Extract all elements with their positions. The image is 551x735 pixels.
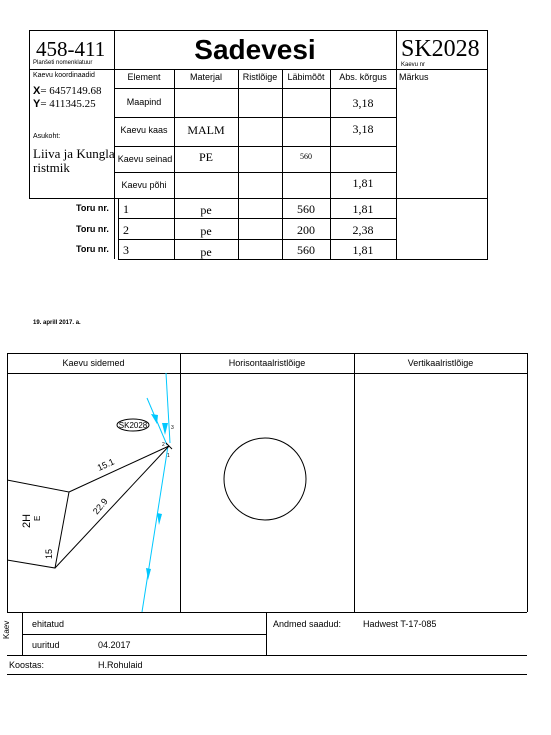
built-label: ehitatud (32, 619, 65, 629)
panel-title-connections: Kaevu sidemed (62, 358, 125, 368)
row-elevation: 1,81 (352, 176, 374, 190)
pipe-number: 1 (123, 202, 129, 216)
well-connections-sketch (7, 373, 180, 612)
author-value: H.Rohulaid (98, 660, 143, 670)
point-label-2: 2 (162, 442, 165, 448)
pipe-lines (142, 373, 170, 612)
building-label: 2H (21, 513, 33, 528)
col-header-cross-section: Ristlõige (242, 72, 278, 82)
dim-label-151: 15.1 (95, 456, 116, 473)
well-cross-section (224, 438, 306, 520)
row-diameter: 560 (300, 152, 312, 161)
pipe-number: 3 (123, 243, 129, 257)
row-element: Maapind (126, 97, 162, 107)
pipe-line-main (166, 373, 170, 443)
pipe-label: Toru nr. (76, 244, 109, 254)
pipe-elevation: 1,81 (352, 202, 374, 216)
data-source-label: Andmed saadud: (273, 619, 342, 629)
point-label-1: 1 (167, 453, 170, 459)
row-element: Kaevu seinad (117, 154, 173, 164)
panel-title-vertical: Vertikaalristlõige (407, 358, 474, 368)
y-label: Y (33, 98, 41, 110)
well-number: SK2028 (401, 36, 480, 62)
col-header-diameter: Läbimõõt (287, 72, 325, 82)
x-label: X (33, 85, 41, 97)
pipe-material: pe (200, 245, 212, 259)
date-note: 19. aprill 2017. a. (33, 320, 81, 326)
well-tag-label: SK2028 (118, 421, 148, 430)
location-line1: Liiva ja Kungla (33, 146, 115, 161)
panel-title-horizontal: Horisontaalristlõige (228, 358, 306, 368)
x-value: = 6457149.68 (40, 85, 102, 97)
pipe-elevation: 2,38 (352, 223, 374, 237)
footer-side-label: Kaev (2, 620, 11, 639)
row-material: PE (198, 150, 213, 164)
pipe-label: Toru nr. (76, 203, 109, 213)
flow-arrow-icon (157, 513, 162, 525)
well-number-caption: Kaevu nr (401, 62, 426, 68)
col-header-elevation: Abs. kõrgus (339, 72, 387, 82)
measured-date: 04.2017 (98, 640, 131, 650)
col-header-remarks: Märkus (399, 72, 429, 82)
author-label: Koostas: (9, 660, 45, 670)
row-element: Kaevu põhi (121, 180, 167, 190)
building-sublabel: E (33, 515, 42, 521)
pipe-diameter: 560 (297, 202, 315, 216)
flow-arrow-icon (146, 568, 151, 580)
location-label: Asukoht: (33, 133, 61, 140)
dim-label-229: 22.9 (90, 496, 110, 517)
measured-label: uuritud (32, 640, 60, 650)
flow-arrow-icon (162, 423, 168, 435)
pipe-material: pe (200, 203, 212, 217)
coordinate-y (33, 98, 96, 110)
row-elevation: 3,18 (352, 122, 374, 136)
row-material: MALM (187, 123, 225, 137)
row-element: Kaevu kaas (120, 125, 168, 135)
pipe-number: 2 (123, 223, 129, 237)
data-source-value: Hadwest T-17-085 (363, 619, 437, 629)
pipe-elevation: 1,81 (352, 243, 374, 257)
pipe-label: Toru nr. (76, 224, 109, 234)
location-line2: ristmik (33, 160, 70, 175)
point-label-3: 3 (171, 425, 174, 431)
col-header-element: Element (127, 72, 161, 82)
horizontal-section-sketch (180, 373, 354, 612)
building-outline (7, 480, 69, 568)
tie-line-151 (69, 446, 169, 492)
pipe-diameter: 200 (297, 223, 315, 237)
nomenclature-caption: Planšeti nomenklatuur (33, 60, 93, 66)
coordinates-label: Kaevu koordinaadid (33, 72, 95, 79)
pipe-diameter: 560 (297, 243, 315, 257)
y-value: = 411345.25 (40, 98, 96, 110)
col-header-material: Materjal (189, 72, 222, 82)
dim-label-15: 15 (44, 548, 54, 559)
pipe-material: pe (200, 224, 212, 238)
flow-arrow-icon (151, 414, 158, 424)
page-title: Sadevesi (194, 34, 316, 65)
coordinate-x (33, 85, 102, 97)
row-elevation: 3,18 (352, 96, 374, 110)
nomenclature-number: 458-411 (36, 37, 106, 61)
tie-lines (7, 443, 172, 568)
